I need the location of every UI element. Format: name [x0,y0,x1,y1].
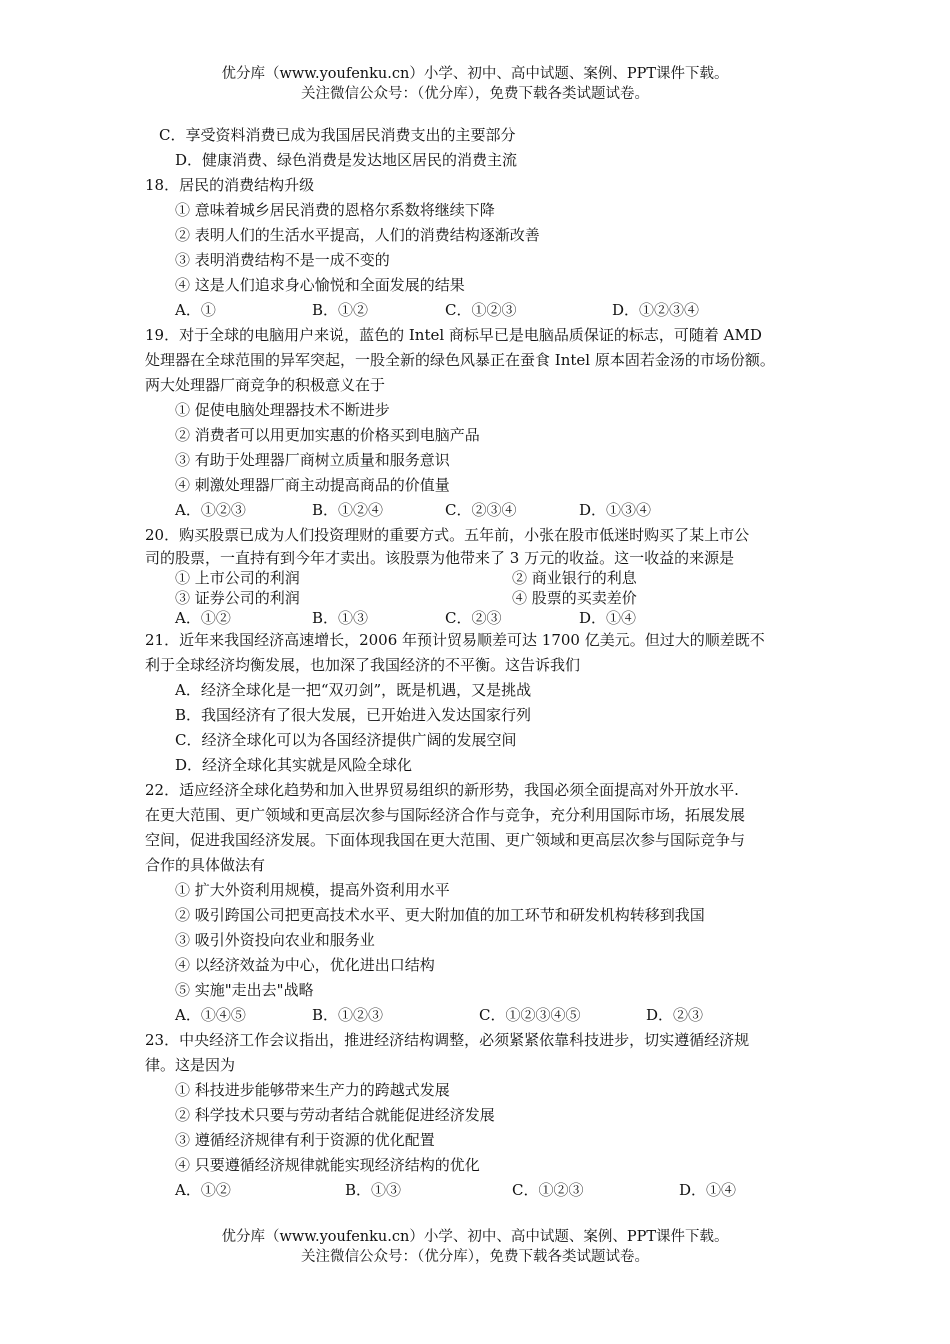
q19-item-2: ② 消费者可以用更加实惠的价格买到电脑产品 [175,426,480,444]
q23-stem-2: 律。这是因为 [145,1056,236,1074]
exam-content [145,123,825,1203]
q22-option-b: B．①②③ [312,1006,384,1024]
q20-stem-2: 司的股票，一直持有到今年才卖出。该股票为他带来了 3 万元的收益。这一收益的来源是 [145,549,735,567]
q19-item-3: ③ 有助于处理器厂商树立质量和服务意识 [175,451,450,469]
q20-item-4: ④ 股票的买卖差价 [512,589,637,607]
footer-line-1: 优分库（www.youfenku.cn）小学、初中、高中试题、案例、PPT课件下载。 [221,1229,729,1245]
q22-option-c: C．①②③④⑤ [479,1006,581,1024]
header-line-1: 优分库（www.youfenku.cn）小学、初中、高中试题、案例、PPT课件下载。 [221,66,729,82]
q22-item-5: ⑤ 实施"走出去"战略 [175,981,314,999]
page-footer [0,1227,950,1267]
q19-stem-1: 19．对于全球的电脑用户来说，蓝色的 Intel 商标早已是电脑品质保证的标志，可随着 AMD [145,326,762,344]
q18-item-3: ③ 表明消费结构不是一成不变的 [175,251,390,269]
q19-option-d: D．①③④ [579,501,652,519]
q23-option-b: B．①③ [345,1181,402,1199]
q23-item-2: ② 科学技术只要与劳动者结合就能促进经济发展 [175,1106,495,1124]
q21-stem-1: 21．近年来我国经济高速增长，2006 年预计贸易顺差可达 1700 亿美元。但过大的顺差既不 [145,631,765,649]
q20-option-c: C．②③ [445,609,502,627]
footer-line-2: 关注微信公众号：（优分库），免费下载各类试题试卷。 [301,1249,649,1265]
q17-choice-d: D．健康消费、绿色消费是发达地区居民的消费主流 [175,151,518,169]
q21-choice-a: A．经济全球化是一把“双刃剑”，既是机遇，又是挑战 [175,681,532,699]
q23-item-1: ① 科技进步能够带来生产力的跨越式发展 [175,1081,450,1099]
q22-stem-2: 在更大范围、更广领域和更高层次参与国际经济合作与竞争，充分利用国际市场，拓展发展 [145,806,746,824]
q21-choice-c: C．经济全球化可以为各国经济提供广阔的发展空间 [175,731,517,749]
q20-option-a: A．①② [175,609,231,627]
q19-options [145,498,825,523]
q19-item-1: ① 促使电脑处理器技术不断进步 [175,401,390,419]
q19-option-a: A．①②③ [175,501,246,519]
q21-choice-b: B．我国经济有了很大发展，已开始进入发达国家行列 [175,706,532,724]
q23-option-d: D．①④ [679,1181,737,1199]
q22-stem-4: 合作的具体做法有 [145,856,266,874]
q22-stem-1: 22．适应经济全球化趋势和加入世界贸易组织的新形势，我国必须全面提高对外开放水平. [145,781,739,799]
q21-choice-d: D．经济全球化其实就是风险全球化 [175,756,413,774]
q21-stem-2: 利于全球经济均衡发展，也加深了我国经济的不平衡。这告诉我们 [145,656,581,674]
q22-stem-3: 空间，促进我国经济发展。下面体现我国在更大范围、更广领域和更高层次参与国际竞争与 [145,831,746,849]
q20-item-1: ① 上市公司的利润 [175,569,300,587]
q18-option-a: A．① [175,301,216,319]
q20-items-row-2 [145,588,825,608]
q18-stem: 18．居民的消费结构升级 [145,176,315,194]
q18-item-2: ② 表明人们的生活水平提高，人们的消费结构逐渐改善 [175,226,540,244]
q23-option-a: A．①② [175,1181,231,1199]
q23-options [145,1178,825,1203]
q18-item-4: ④ 这是人们追求身心愉悦和全面发展的结果 [175,276,465,294]
q20-option-d: D．①④ [579,609,637,627]
q19-option-b: B．①②④ [312,501,384,519]
q23-item-4: ④ 只要遵循经济规律就能实现经济结构的优化 [175,1156,480,1174]
q22-option-d: D．②③ [646,1006,704,1024]
q23-option-c: C．①②③ [512,1181,584,1199]
q20-item-3: ③ 证券公司的利润 [175,589,300,607]
q20-options [145,608,825,628]
q18-option-d: D．①②③④ [612,301,700,319]
q19-option-c: C．②③④ [445,501,517,519]
q23-stem-1: 23．中央经济工作会议指出，推进经济结构调整，必须紧紧依靠科技进步，切实遵循经济规 [145,1031,750,1049]
q23-item-3: ③ 遵循经济规律有利于资源的优化配置 [175,1131,435,1149]
q18-options [145,298,825,323]
q22-option-a: A．①④⑤ [175,1006,246,1024]
q18-option-c: C．①②③ [445,301,517,319]
q19-stem-2: 处理器在全球范围的异军突起，一股全新的绿色风暴正在蚕食 Intel 原本固若金汤的市场份额。 [145,351,775,369]
q18-option-b: B．①② [312,301,369,319]
q20-items-row-1 [145,568,825,588]
q20-option-b: B．①③ [312,609,369,627]
q22-item-3: ③ 吸引外资投向农业和服务业 [175,931,375,949]
q22-item-4: ④ 以经济效益为中心，优化进出口结构 [175,956,435,974]
q19-stem-3: 两大处理器厂商竞争的积极意义在于 [145,376,386,394]
header-line-2: 关注微信公众号：（优分库），免费下载各类试题试卷。 [301,86,649,102]
q20-stem-1: 20．购买股票已成为人们投资理财的重要方式。五年前，小张在股市低迷时购买了某上市公 [145,526,750,544]
q22-item-2: ② 吸引跨国公司把更高技术水平、更大附加值的加工环节和研发机构转移到我国 [175,906,705,924]
q19-item-4: ④ 刺激处理器厂商主动提高商品的价值量 [175,476,450,494]
q20-item-2: ② 商业银行的利息 [512,569,637,587]
q22-options [145,1003,825,1028]
q17-choice-c: C．享受资料消费已成为我国居民消费支出的主要部分 [159,126,516,144]
q18-item-1: ① 意味着城乡居民消费的恩格尔系数将继续下降 [175,201,495,219]
page-header [0,64,950,104]
q22-item-1: ① 扩大外资利用规模，提高外资利用水平 [175,881,450,899]
